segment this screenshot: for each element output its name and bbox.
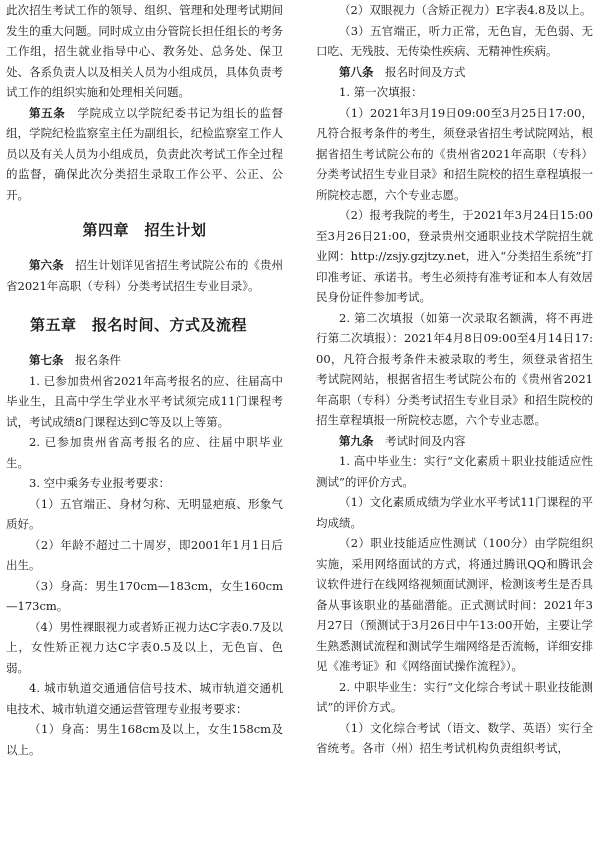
- article-6: [6, 255, 283, 296]
- list-item: （2）报考我院的考生，于2021年3月24日15:00至3月26日21:00，登录贵州交通职业技术学院招生就业网：http://zsjy.gzjtzy.net，进入“分类招生系统”打印准考证、承诺书。考生必须持有准考证和本人有效居民身份证件参加考试。: [316, 208, 593, 304]
- list-item: （1）身高：男生168cm及以上，女生158cm及以上。: [6, 722, 283, 757]
- paragraph-continued: 此次招生考试工作的领导、组织、管理和处理考试期间发生的重大问题。同时成立由分管院长担任组长的考务工作组，招生就业指导中心、教务处、总务处、保卫处、各系负责人以及相关人员为小组成员，具体负责考试工作的组织实施和处理相关问题。: [6, 3, 283, 99]
- left-column: [6, 0, 283, 760]
- list-item: 1. 高中毕业生：实行“文化素质＋职业技能适应性测试”的评价方式。: [316, 454, 593, 489]
- right-column: [316, 0, 593, 759]
- list-item: （1）文化素质成绩为学业水平考试11门课程的平均成绩。: [316, 495, 593, 530]
- article-7-title: 第七条: [29, 353, 64, 367]
- list-item: 2. 第二次填报（如第一次录取名额满，将不再进行第二次填报）：2021年4月8日09:00至4月14日17:00，凡符合报考条件未被录取的考生，须登录省招生考试院网站，根据省招生考试院公布的《贵州省2021年高职（专科）分类考试招生专业目录》和招生院校的招生章程填报一所院校志愿，六个专业志愿。: [316, 310, 593, 427]
- list-item: （2）双眼视力（含矫正视力）E字表4.8及以上。: [339, 3, 592, 17]
- list-item: 1. 已参加贵州省2021年高考报名的应、往届高中毕业生，且高中学生学业水平考试须完成11门课程考试，考试成绩8门课程达到C等及以上等第。: [6, 373, 283, 429]
- article-9-body: 考试时间及内容: [385, 433, 466, 448]
- chapter-4-heading: 第四章 招生计划: [82, 221, 207, 239]
- list-item: （1）文化综合考试（语文、数学、英语）实行全省统考。各市（州）招生考试机构负责组织考试，: [316, 720, 593, 755]
- list-item: （1）2021年3月19日09:00至3月25日17:00，凡符合报考条件的考生，须登录省招生考试院网站，根据省招生考试院公布的《贵州省2021年高职（专科）分类考试招生专业目录》和招生院校的招生章程填报一所院校志愿，六个专业志愿。: [316, 105, 593, 202]
- list-item: 1. 第一次填报：: [339, 85, 423, 99]
- list-item: 2. 已参加贵州省高考报名的应、往届中职毕业生。: [6, 435, 283, 470]
- list-item: （2）年龄不超过二十周岁，即2001年1月1日后出生。: [6, 537, 283, 572]
- article-5-body: 学院成立以学院纪委书记为组长的监督组，学院纪检监察室主任为副组长，纪检监察室工作人员以及有关人员为小组成员，负责此次考试工作全过程的监督，确保此次分类招生录取工作公平、公正、公开。: [6, 105, 283, 202]
- article-5-title: 第五条: [29, 105, 66, 120]
- list-item: （4）男性裸眼视力或者矫正视力达C字表0.7及以上，女性矫正视力达C字表0.5及以上，无色盲、色弱。: [6, 619, 283, 675]
- list-item: 2. 中职毕业生：实行“文化综合考试＋职业技能测试”的评价方式。: [316, 679, 593, 714]
- list-item: 4. 城市轨道交通通信信号技术、城市轨道交通机电技术、城市轨道交通运营管理专业报考要求：: [6, 681, 283, 716]
- article-7: [6, 350, 283, 371]
- article-6-body: 招生计划详见省招生考试院公布的《贵州省2021年高职（专科）分类考试招生专业目录》。: [6, 258, 284, 293]
- list-item: （1）五官端正、身材匀称、无明显疤痕、形象气质好。: [6, 496, 283, 531]
- list-item: （3）身高：男生170cm—183cm，女生160cm—173cm。: [6, 578, 283, 613]
- article-6-title: 第六条: [29, 258, 64, 272]
- article-8-body: 报名时间及方式: [385, 64, 466, 79]
- article-8: [316, 62, 593, 83]
- article-7-body: 报名条件: [75, 353, 121, 367]
- article-5: [6, 103, 283, 206]
- list-item: 3. 空中乘务专业报考要求：: [29, 476, 171, 490]
- article-9: [316, 431, 593, 452]
- list-item: （2）职业技能适应性测试（100分）由学院组织实施，采用网络面试的方式，将通过腾讯QQ和腾讯会议软件进行在线网络视频面试测评，检测该考生是否具备从事该职业的基础潜能。正式测试时间：2021年3月27日（预测试于3月26日中午13:00开始，主要让学生熟悉测试流程和测试学生端网络是否流畅，详细安排见《准考证》和《网络面试操作流程》）。: [316, 536, 593, 673]
- list-item: （3）五官端正，听力正常，无色盲，无色弱、无口吃、无残肢、无传染性疾病、无精神性疾病。: [316, 23, 593, 58]
- article-8-title: 第八条: [339, 64, 374, 79]
- article-9-title: 第九条: [339, 433, 374, 448]
- chapter-5-heading: 第五章 报名时间、方式及流程: [30, 316, 248, 334]
